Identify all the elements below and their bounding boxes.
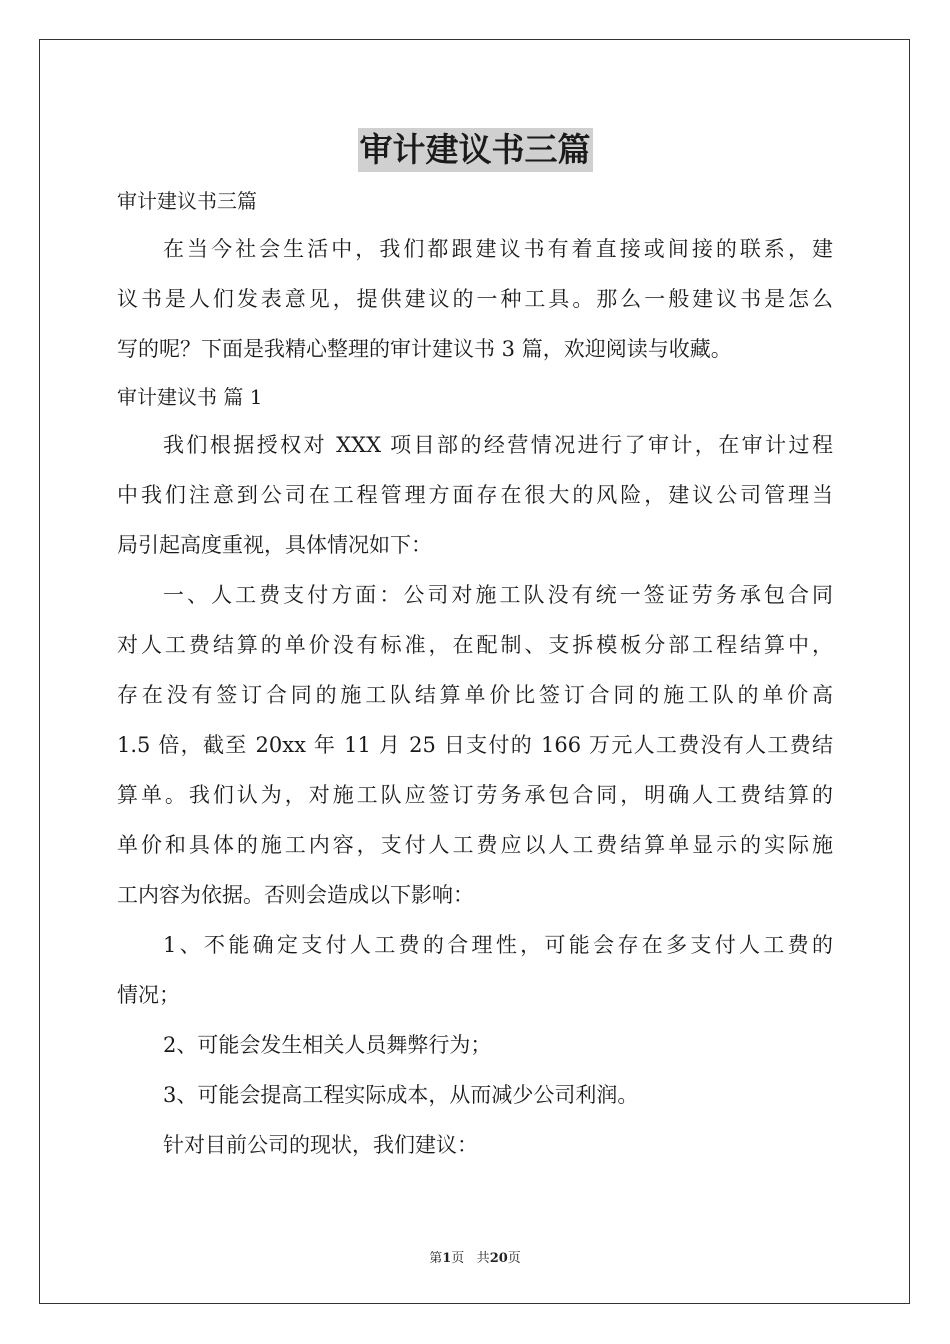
body-line: 存在没有签订合同的施工队结算单价比签订合同的施工队的单价高	[117, 683, 833, 707]
body-line: 工内容为依据。否则会造成以下影响：	[117, 883, 474, 907]
body-line: 1、不能确定支付人工费的合理性，可能会存在多支付人工费的	[163, 933, 833, 957]
page-footer	[0, 1247, 950, 1266]
page-prefix: 第	[429, 1251, 443, 1266]
body-line: 情况；	[117, 983, 180, 1007]
section-heading: 审计建议书 篇 1	[117, 385, 263, 409]
body-line: 中我们注意到公司在工程管理方面存在很大的风险，建议公司管理当	[117, 483, 833, 507]
body-line: 一、人工费支付方面：公司对施工队没有统一签证劳务承包合同	[163, 583, 833, 607]
intro-line: 议书是人们发表意见，提供建议的一种工具。那么一般建议书是怎么	[117, 287, 833, 311]
body-line: 针对目前公司的现状，我们建议：	[163, 1133, 478, 1157]
body-line: 我们根据授权对 XXX 项目部的经营情况进行了审计，在审计过程	[163, 433, 833, 457]
body-line: 2、可能会发生相关人员舞弊行为；	[163, 1033, 492, 1057]
total-suffix: 页	[507, 1251, 521, 1266]
total-prefix: 共	[476, 1251, 490, 1266]
body-line: 1.5 倍，截至 20xx 年 11 月 25 日支付的 166 万元人工费没有人工费结	[117, 733, 833, 757]
body-line: 局引起高度重视，具体情况如下：	[117, 533, 432, 557]
body-line: 3、可能会提高工程实际成本，从而减少公司利润。	[163, 1083, 639, 1107]
document-body	[117, 178, 833, 1170]
body-line: 算单。我们认为，对施工队应签订劳务承包合同，明确人工费结算的	[117, 783, 833, 807]
intro-line: 写的呢？下面是我精心整理的审计建议书 3 篇，欢迎阅读与收藏。	[117, 337, 732, 361]
document-title: 审计建议书三篇	[358, 128, 593, 172]
title-container	[0, 128, 950, 172]
body-line: 对人工费结算的单价没有标准，在配制、支拆模板分部工程结算中，	[117, 633, 833, 657]
total-pages: 20	[489, 1251, 508, 1266]
page-number: 1	[442, 1251, 452, 1266]
intro-line: 在当今社会生活中，我们都跟建议书有着直接或间接的联系，建	[163, 237, 833, 261]
document-subtitle: 审计建议书三篇	[117, 189, 257, 213]
body-line: 单价和具体的施工内容，支付人工费应以人工费结算单显示的实际施	[117, 833, 833, 857]
page-suffix: 页	[451, 1251, 465, 1266]
